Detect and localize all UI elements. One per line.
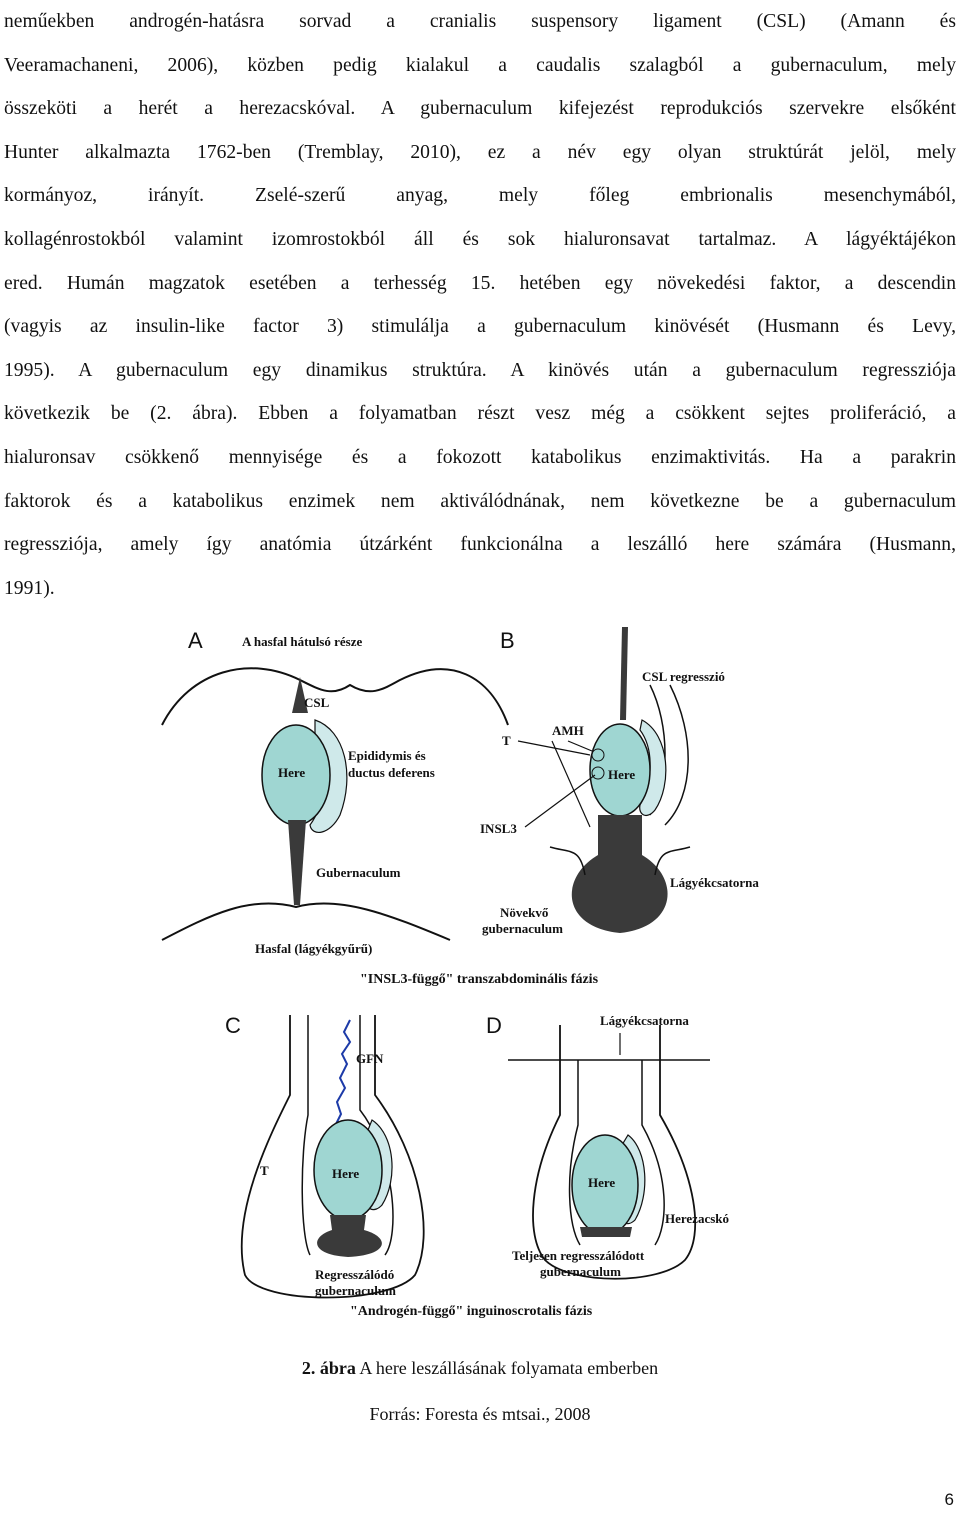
panel-c-gfn-label: GFN (356, 1051, 384, 1066)
paragraph-line: 1995). A gubernaculum egy dinamikus struktúra. A kinövés után a gubernaculum regressziója (4, 359, 956, 381)
panel-a-wall-label: Hasfal (lágyékgyűrű) (255, 941, 373, 956)
body-paragraph (4, 0, 956, 610)
phase-1-label: "INSL3-függő" transzabdominális fázis (360, 972, 599, 987)
inguinal-wall (162, 903, 450, 940)
panel-d (486, 1013, 729, 1279)
panel-c-letter: C (225, 1013, 241, 1038)
paragraph-line: regressziója, amely így anatómia útzárként funkcionálna a leszálló here számára (Husmann, (4, 534, 956, 556)
panel-a (162, 628, 508, 956)
panel-d-testis-label: Here (588, 1175, 616, 1190)
testis-descent-figure (150, 615, 830, 1335)
paragraph-line: következik be (2. ábra). Ebben a folyamatban részt vesz még a csökkent sejtes proliferáció, a (4, 403, 956, 425)
panel-a-testis-label: Here (278, 765, 306, 780)
paragraph-line: 1991). (4, 577, 55, 599)
posterior-abdominal-wall (162, 668, 508, 725)
panel-a-epididymis-label-1: Epididymis és (348, 748, 426, 763)
phase-2-label: "Androgén-függő" inguinoscrotalis fázis (350, 1304, 593, 1319)
page-number: 6 (944, 1490, 954, 1509)
figure-caption (0, 1358, 960, 1379)
regressing-gubernaculum (317, 1215, 382, 1257)
panel-b-growing-label-1: Növekvő (500, 905, 549, 920)
paragraph-line: Hunter alkalmazta 1762-ben (Tremblay, 2010), ez a név egy olyan struktúrát jelöl, mely (4, 141, 956, 163)
paragraph-line: neműekben androgén-hatásra sorvad a cranialis suspensory ligament (CSL) (Amann és (4, 11, 956, 32)
paragraph-line: ered. Humán magzatok esetében a terhesség 15. hetében egy növekedési faktor, a descendin (4, 272, 956, 294)
regressing-csl (620, 627, 628, 720)
paragraph-line: (vagyis az insulin-like factor 3) stimulálja a gubernaculum kinövését (Husmann és Levy, (4, 316, 956, 338)
gubernaculum (288, 820, 306, 905)
panel-c-testis-label: Here (332, 1166, 360, 1181)
paragraph-line: hialuronsav csökkenő mennyisége és a fokozott katabolikus enzimaktivitás. Ha a parakrin (4, 446, 956, 468)
panel-c-t-label: T (260, 1163, 269, 1178)
panel-b-canal-label: Lágyékcsatorna (670, 875, 759, 890)
figure-number: 2. ábra (301, 1358, 356, 1378)
panel-b-letter: B (500, 628, 515, 653)
panel-a-gubernaculum-label: Gubernaculum (316, 865, 401, 880)
panel-b-arrows (518, 741, 595, 827)
panel-d-letter: D (486, 1013, 502, 1038)
panel-b-testis-label: Here (608, 767, 636, 782)
paragraph-line: Veeramachaneni, 2006), közben pedig kialakul a caudalis szalagból a gubernaculum, mely (4, 54, 956, 76)
panel-c-regressing-label-2: gubernaculum (315, 1283, 396, 1298)
panel-b-insl3-label: INSL3 (480, 821, 517, 836)
panel-c-regressing-label-1: Regresszálódó (315, 1267, 395, 1282)
paragraph-line: kormányoz, irányít. Zselé-szerű anyag, mely főleg embrionalis mesenchymából, (4, 185, 956, 207)
panel-b-csl-label: CSL regresszió (642, 669, 725, 684)
panel-b-t-label: T (502, 733, 511, 748)
paragraph-line: összeköti a herét a herezacskóval. A gubernaculum kifejezést reprodukciós szervekre elsőként (4, 98, 956, 120)
panel-a-letter: A (188, 628, 203, 653)
growing-gubernaculum (572, 815, 668, 933)
panel-a-csl-label: CSL (304, 695, 330, 710)
panel-d-canal-label: Lágyékcsatorna (600, 1013, 689, 1028)
panel-d-scrotum-label: Herezacskó (665, 1211, 730, 1226)
paragraph-line: kollagénrostokból valamint izomrostokból áll és sok hialuronsavat tartalmaz. A lágyéktájékon (4, 228, 956, 250)
panel-c (225, 1013, 424, 1298)
figure-source: Forrás: Foresta és mtsai., 2008 (369, 1404, 591, 1424)
panel-d-regressed-label-2: gubernaculum (540, 1264, 621, 1279)
regressed-gubernaculum (580, 1227, 632, 1237)
panel-a-abdominal-wall-label: A hasfal hátulsó része (242, 634, 363, 649)
figure-caption-text: A here leszállásának folyamata emberben (355, 1358, 659, 1378)
panel-a-epididymis-label-2: ductus deferens (348, 765, 435, 780)
paragraph-line: faktorok és a katabolikus enzimek nem aktiválódnának, nem következne be a gubernaculum (4, 490, 956, 512)
panel-b (480, 627, 759, 936)
panel-b-growing-label-2: gubernaculum (482, 921, 563, 936)
panel-d-regressed-label-1: Teljesen regresszálódott (512, 1248, 645, 1263)
panel-b-amh-label: AMH (552, 723, 584, 738)
